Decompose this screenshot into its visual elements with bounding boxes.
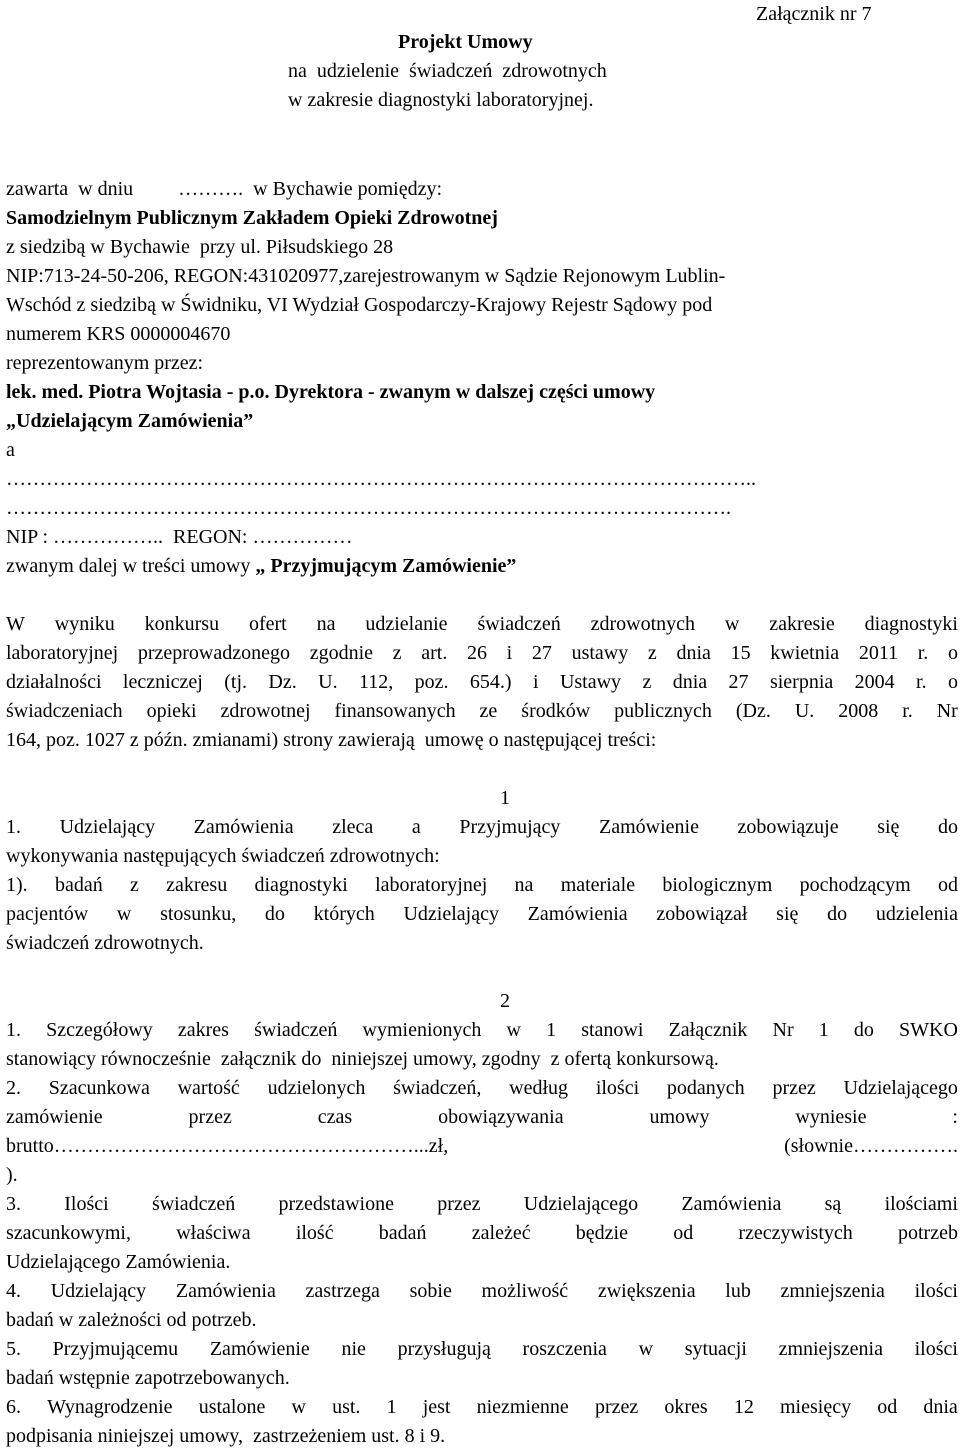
word: ilości — [914, 1280, 958, 1302]
s2-i2-line-4: ). — [6, 1164, 18, 1186]
word: są — [824, 1193, 842, 1215]
word: (tj. — [224, 671, 248, 693]
word: ze — [479, 700, 498, 722]
word: Nr — [772, 1019, 794, 1041]
concluded-line: zawarta w dniu ………. w Bychawie pomiędzy: — [6, 178, 443, 200]
word: 12 — [733, 1396, 754, 1418]
word: 26 — [467, 642, 487, 664]
word: i — [532, 671, 539, 693]
word: publicznych — [614, 700, 712, 722]
word: r. — [902, 700, 913, 722]
represented-by: reprezentowanym przez: — [6, 352, 204, 374]
entity-court-line: Wschód z siedzibą w Świdniku, VI Wydział Gospodarczy-Krajowy Rejestr Sądowy pod — [6, 294, 713, 316]
s1-p2-line-1 — [6, 871, 958, 900]
word: biologicznym — [662, 874, 773, 896]
word: według — [509, 1077, 569, 1099]
s2-i5-line-2: badań wstępnie zapotrzebowanych. — [6, 1367, 290, 1389]
word: od — [877, 1396, 898, 1418]
s2-i4-line-2: badań w zależności od potrzeb. — [6, 1309, 257, 1331]
word: dnia — [923, 1396, 958, 1418]
word: czas — [317, 1106, 353, 1128]
word: leczniczej — [122, 671, 203, 693]
word: Udzielający — [50, 1280, 147, 1302]
word: wartość — [177, 1077, 240, 1099]
word: do — [853, 1019, 874, 1041]
word: okres — [664, 1396, 708, 1418]
word: świadczeń — [477, 613, 561, 635]
and-conjunction: a — [6, 439, 15, 461]
word: przez — [594, 1396, 639, 1418]
word: brutto………………………………………………...zł, — [6, 1135, 449, 1157]
word: Załącznik — [668, 1019, 748, 1041]
word: potrzeb — [897, 1222, 958, 1244]
word: zależeć — [471, 1222, 531, 1244]
word: Zamówienia — [681, 1193, 782, 1215]
word: świadczeń, — [393, 1077, 482, 1099]
word: się — [877, 816, 900, 838]
word: działalności — [6, 671, 102, 693]
word: Zamówienie — [209, 1338, 310, 1360]
word: przedstawione — [278, 1193, 394, 1215]
word: świadczeń — [254, 1019, 338, 1041]
word: 1. — [6, 816, 21, 838]
word: przez — [188, 1106, 232, 1128]
word: Wynagrodzenie — [47, 1396, 173, 1418]
word: będzie — [575, 1222, 628, 1244]
word: diagnostyki — [254, 874, 348, 896]
word: 654.) — [469, 671, 512, 693]
attachment-label: Załącznik nr 7 — [756, 3, 872, 25]
s2-i2-line-1 — [6, 1074, 958, 1103]
word: Zamówienia — [527, 903, 628, 925]
word: wyniku — [54, 613, 115, 635]
word: od — [937, 874, 958, 896]
word: możliwość — [481, 1280, 569, 1302]
word: lub — [725, 1280, 751, 1302]
word: się — [776, 903, 799, 925]
word: SWKO — [899, 1019, 958, 1041]
word: U. — [318, 671, 338, 693]
party2-nip-regon: NIP : …………….. REGON: …………… — [6, 526, 353, 548]
party2-dots-line-1: ………………………………………………………………………………………………….. — [6, 468, 756, 490]
word: badań — [378, 1222, 427, 1244]
word: świadczeń — [151, 1193, 236, 1215]
word: 6. — [6, 1396, 21, 1418]
word: stanowi — [581, 1019, 644, 1041]
word: roszczenia — [522, 1338, 607, 1360]
word: sobie — [409, 1280, 452, 1302]
word: zmniejszenia — [780, 1280, 885, 1302]
word: art. — [421, 642, 448, 664]
title-line-1: Projekt Umowy — [398, 31, 533, 53]
word: ustalone — [198, 1396, 266, 1418]
word: w — [506, 1019, 521, 1041]
s2-i5-line-1 — [6, 1335, 958, 1364]
word: dnia — [672, 671, 708, 693]
word: : — [952, 1106, 958, 1128]
s2-i4-line-1 — [6, 1277, 958, 1306]
word: nie — [341, 1338, 366, 1360]
word: Zamówienia — [193, 816, 294, 838]
word: Udzielającego — [843, 1077, 958, 1099]
word: 4. — [6, 1280, 21, 1302]
entity-nip-line: NIP:713-24-50-206, REGON:431020977,zarejestrowanym w Sądzie Rejonowym Lublin- — [6, 265, 726, 287]
word: Przyjmującemu — [52, 1338, 179, 1360]
word: udzielonych — [267, 1077, 366, 1099]
word: Nr — [936, 700, 958, 722]
word: (słownie……………. — [784, 1135, 958, 1157]
word: poz. — [414, 671, 449, 693]
s1-p2-line-3: świadczeń zdrowotnych. — [6, 932, 204, 954]
word: Ustawy — [559, 671, 622, 693]
word: Udzielającego — [523, 1193, 639, 1215]
word: jest — [422, 1396, 451, 1418]
s2-i1-line-1 — [6, 1016, 958, 1045]
entity-name: Samodzielnym Publicznym Zakładem Opieki Zdrowotnej — [6, 207, 498, 229]
entity-krs: numerem KRS 0000004670 — [6, 323, 231, 345]
party2-prefix: zwanym dalej w treści umowy — [6, 555, 256, 577]
word: Zamówienia — [175, 1280, 276, 1302]
s2-i3-line-2 — [6, 1219, 958, 1248]
word: pacjentów — [6, 903, 89, 925]
word: w — [116, 903, 132, 925]
word: a — [411, 816, 421, 838]
word: zobowiązuje — [737, 816, 839, 838]
word: podanych — [666, 1077, 745, 1099]
word: przez — [772, 1077, 816, 1099]
word: niezmienne — [476, 1396, 569, 1418]
word: 2011 — [858, 642, 899, 664]
word: 112, — [358, 671, 394, 693]
word: do — [827, 903, 848, 925]
word: (Dz. — [735, 700, 771, 722]
word: obowiązywania — [438, 1106, 564, 1128]
word: których — [313, 903, 375, 925]
word: w — [291, 1396, 306, 1418]
word: finansowanych — [334, 700, 456, 722]
word: Przyjmujący — [459, 816, 561, 838]
word: 2. — [6, 1077, 21, 1099]
word: 1 — [386, 1396, 397, 1418]
word: zakres — [177, 1019, 229, 1041]
word: kwietnia — [770, 642, 840, 664]
word: w — [638, 1338, 654, 1360]
intro-line-2 — [6, 639, 958, 668]
word: pochodzącym — [799, 874, 911, 896]
word: 1). — [6, 874, 28, 896]
word: ilość — [295, 1222, 334, 1244]
party2-name: „ Przyjmującym Zamówienie” — [255, 555, 517, 577]
word: zleca — [332, 816, 374, 838]
word: r. — [916, 671, 927, 693]
word: zgodnie — [309, 642, 373, 664]
s2-i3-line-1 — [6, 1190, 958, 1219]
word: przez — [437, 1193, 481, 1215]
word: zdrowotnej — [220, 700, 311, 722]
word: miesięcy — [780, 1396, 852, 1418]
word: świadczeniach — [6, 700, 123, 722]
intro-line-4 — [6, 697, 958, 726]
s2-i6-line-1 — [6, 1393, 958, 1422]
word: ofert — [248, 613, 287, 635]
director-line: lek. med. Piotra Wojtasia - p.o. Dyrektora - zwanym w dalszej części umowy — [6, 381, 656, 403]
party1-name: „Udzielającym Zamówienia” — [6, 410, 254, 432]
word: Ilości — [64, 1193, 109, 1215]
word: W — [6, 613, 25, 635]
word: 1 — [546, 1019, 557, 1041]
word: ilości — [914, 1338, 958, 1360]
word: udzielenia — [875, 903, 958, 925]
s2-i3-line-3: Udzielającego Zamówienia. — [6, 1251, 231, 1273]
s1-p1-line-2: wykonywania następujących świadczeń zdrowotnych: — [6, 845, 440, 867]
word: do — [938, 816, 958, 838]
section-2-heading: 2 — [500, 990, 510, 1012]
word: do — [264, 903, 285, 925]
word: środków — [521, 700, 591, 722]
word: i — [506, 642, 513, 664]
word: zakresu — [166, 874, 228, 896]
word: 1. — [6, 1019, 21, 1041]
intro-line-5: 164, poz. 1027 z późn. zmianami) strony zawierają umowę o następującej treści: — [6, 729, 657, 751]
word: zamówienie — [6, 1106, 103, 1128]
word: 5. — [6, 1338, 21, 1360]
word: umowy — [649, 1106, 710, 1128]
intro-line-3 — [6, 668, 958, 697]
word: 15 — [730, 642, 751, 664]
word: Udzielający — [403, 903, 499, 925]
word: 27 — [728, 671, 749, 693]
word: 27 — [531, 642, 552, 664]
word: zastrzega — [305, 1280, 380, 1302]
s1-p2-line-2 — [6, 900, 958, 929]
s2-i2-line-3 — [6, 1132, 958, 1161]
s2-i1-line-2: stanowiący równocześnie załącznik do niniejszej umowy, zgodny z ofertą konkursową. — [6, 1048, 719, 1070]
word: zdrowotnych — [590, 613, 696, 635]
word: konkursu — [144, 613, 220, 635]
word: Szacunkowa — [48, 1077, 150, 1099]
word: z — [642, 671, 652, 693]
word: udzielanie — [365, 613, 448, 635]
party2-dots-line-2: ………………………………………………………………………………………………. — [6, 497, 731, 519]
title-line-3: w zakresie diagnostyki laboratoryjnej. — [288, 89, 594, 111]
word: zakresie — [769, 613, 835, 635]
s2-i6-line-2: podpisania niniejszej umowy, zastrzeżeniem ust. 8 i 9. — [6, 1425, 446, 1447]
word: szacunkowymi, — [6, 1222, 131, 1244]
word: na — [316, 613, 336, 635]
word: ilości — [595, 1077, 640, 1099]
word: wyniesie — [795, 1106, 867, 1128]
word: rzeczywistych — [738, 1222, 853, 1244]
word: Szczegółowy — [46, 1019, 153, 1041]
word: wymienionych — [362, 1019, 482, 1041]
word: stosunku, — [160, 903, 237, 925]
word: 2004 — [854, 671, 895, 693]
word: laboratoryjnej — [375, 874, 488, 896]
word: o — [947, 671, 958, 693]
word: r. — [917, 642, 929, 664]
party2-designation — [6, 552, 516, 581]
word: Zamówienie — [599, 816, 699, 838]
entity-seat: z siedzibą w Bychawie przy ul. Piłsudskiego 28 — [6, 236, 394, 258]
word: Dz. — [268, 671, 297, 693]
word: badań — [54, 874, 103, 896]
title-line-2: na udzielenie świadczeń zdrowotnych — [288, 60, 607, 82]
word: diagnostyki — [864, 613, 958, 635]
word: 1 — [818, 1019, 829, 1041]
word: Udzielający — [59, 816, 156, 838]
word: 2008 — [838, 700, 879, 722]
word: ust. — [332, 1396, 361, 1418]
word: zobowiązał — [656, 903, 748, 925]
word: sierpnia — [769, 671, 834, 693]
s2-i2-line-2 — [6, 1103, 958, 1132]
word: na — [514, 874, 534, 896]
word: w — [724, 613, 740, 635]
word: sytuacji — [684, 1338, 747, 1360]
word: zwiększenia — [597, 1280, 696, 1302]
intro-line-1 — [6, 610, 958, 639]
word: z — [647, 642, 657, 664]
word: z — [392, 642, 402, 664]
word: opieki — [146, 700, 197, 722]
word: przeprowadzonego — [137, 642, 291, 664]
word: ilościami — [884, 1193, 958, 1215]
word: przysługują — [397, 1338, 491, 1360]
word: 3. — [6, 1193, 21, 1215]
word: zmniejszenia — [778, 1338, 883, 1360]
word: U. — [794, 700, 815, 722]
word: o — [947, 642, 958, 664]
s1-p1-line-1 — [6, 813, 958, 842]
word: od — [673, 1222, 694, 1244]
word: z — [129, 874, 139, 896]
word: materiale — [560, 874, 636, 896]
word: dnia — [676, 642, 711, 664]
section-1-heading: 1 — [500, 787, 510, 809]
word: właściwa — [176, 1222, 251, 1244]
word: laboratoryjnej — [6, 642, 119, 664]
word: ustawy — [571, 642, 629, 664]
